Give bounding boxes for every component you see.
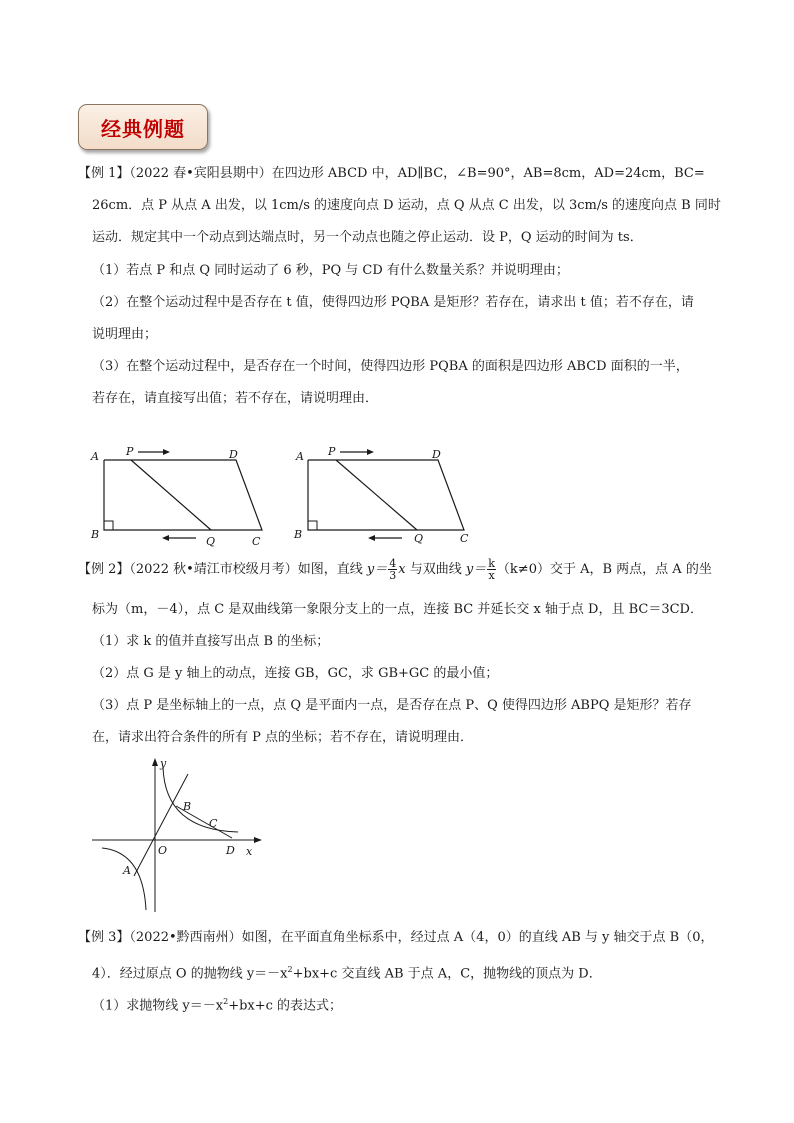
ex2-x1: x: [398, 562, 406, 577]
frac-denominator: x: [488, 569, 495, 582]
ex2-line1: [78, 558, 712, 581]
ex3-q1-exponent: 2: [223, 997, 229, 1006]
ex1-question-1: （1）若点 P 和点 Q 同时运动了 6 秒，PQ 与 CD 有什么数量关系？并说明理由；: [92, 263, 569, 278]
label-A: A: [91, 450, 99, 463]
ex2-question-1: （1）求 k 的值并直接写出点 B 的坐标；: [92, 634, 330, 649]
ex1-question-2-cont: 说明理由；: [92, 327, 158, 342]
fraction-4-3: [388, 558, 397, 581]
frac-numerator: k: [488, 557, 495, 570]
ex3-line2-a: 4）．经过原点 O 的抛物线 y＝－x: [92, 966, 288, 982]
ex2-line2: 标为（m，－4），点 C 是双曲线第一象限分支上的一点，连接 BC 并延长交 x 轴于点 D，且 BC＝3CD．: [92, 602, 703, 617]
ex2-question-3: （3）点 P 是坐标轴上的一点，点 Q 是平面内一点，是否存在点 P、Q 使得四边形 ABPQ 是矩形？若存: [92, 698, 692, 713]
ex3-question-1: [92, 992, 342, 1016]
ex3-q1-c: +bx+c 的表达式；: [228, 998, 343, 1014]
label-D: D: [432, 448, 441, 461]
ex1-line1: 【例 1】（2022 春•宾阳县期中）在四边形 ABCD 中，AD∥BC，∠B=90°，AB=8cm，AD=24cm，BC=: [78, 166, 705, 181]
ex1-figure-right: [290, 440, 480, 550]
ex1-question-3: （3）在整个运动过程中，是否存在一个时间，使得四边形 PQBA 的面积是四边形 ABCD 面积的一半，: [92, 359, 689, 374]
ex3-line1: 【例 3】（2022•黔西南州）如图，在平面直角坐标系中，经过点 A（4，0）的直线 AB 与 y 轴交于点 B（0，: [78, 930, 714, 945]
label-C: C: [209, 817, 218, 830]
ex2-question-2: （2）点 G 是 y 轴上的动点，连接 GB，GC，求 GB+GC 的最小值；: [92, 666, 499, 681]
section-banner: 经典例题: [78, 104, 208, 150]
ex3-line2: [92, 960, 602, 984]
ex3-q1-a: （1）求抛物线 y＝－x: [92, 998, 224, 1014]
label-B: B: [294, 528, 303, 541]
label-D: D: [229, 448, 238, 461]
fraction-k-x: [487, 558, 496, 581]
ex2-mid: 与双曲线: [405, 562, 466, 577]
label-C: C: [460, 532, 469, 545]
ex1-figure-left: [86, 440, 276, 550]
ex2-figure: [88, 752, 268, 914]
label-Q: Q: [414, 532, 424, 545]
label-P: P: [328, 445, 336, 458]
ex2-question-3-cont: 在，请求出符合条件的所有 P 点的坐标；若不存在，请说明理由．: [92, 730, 474, 745]
label-B: B: [183, 800, 192, 813]
ex3-exponent: 2: [287, 965, 293, 974]
ex1-question-3-cont: 若存在，请直接写出值；若不存在，请说明理由．: [92, 391, 379, 406]
label-A: A: [296, 450, 304, 463]
label-y: y: [160, 757, 167, 770]
label-O: O: [158, 844, 168, 857]
ex2-prefix: 【例 2】（2022 秋•靖江市校级月考）如图，直线: [78, 562, 367, 577]
label-Q: Q: [206, 535, 216, 548]
label-x: x: [246, 845, 253, 858]
ex1-line3: 运动．规定其中一个动点到达端点时，另一个动点也随之停止运动．设 P，Q 运动的时间为 ts．: [92, 230, 643, 245]
ex3-line2-c: +bx+c 交直线 AB 于点 A，C，抛物线的顶点为 D．: [292, 966, 602, 982]
frac-denominator: 3: [389, 569, 397, 582]
label-A: A: [123, 864, 131, 877]
ex2-y2: y＝: [465, 562, 487, 577]
label-B: B: [91, 528, 100, 541]
label-C: C: [252, 535, 261, 548]
ex1-line2: 26cm．点 P 从点 A 出发，以 1cm/s 的速度向点 D 运动，点 Q 从点 C 出发，以 3cm/s 的速度向点 B 同时: [92, 198, 721, 213]
frac-numerator: 4: [389, 557, 397, 570]
ex2-suffix: （k≠0）交于 A，B 两点，点 A 的坐: [496, 562, 712, 577]
ex1-question-2: （2）在整个运动过程中是否存在 t 值，使得四边形 PQBA 是矩形？若存在，请求出 t 值；若不存在，请: [92, 295, 694, 310]
label-D: D: [226, 844, 235, 857]
label-P: P: [126, 445, 134, 458]
ex2-y1: y＝: [366, 562, 388, 577]
